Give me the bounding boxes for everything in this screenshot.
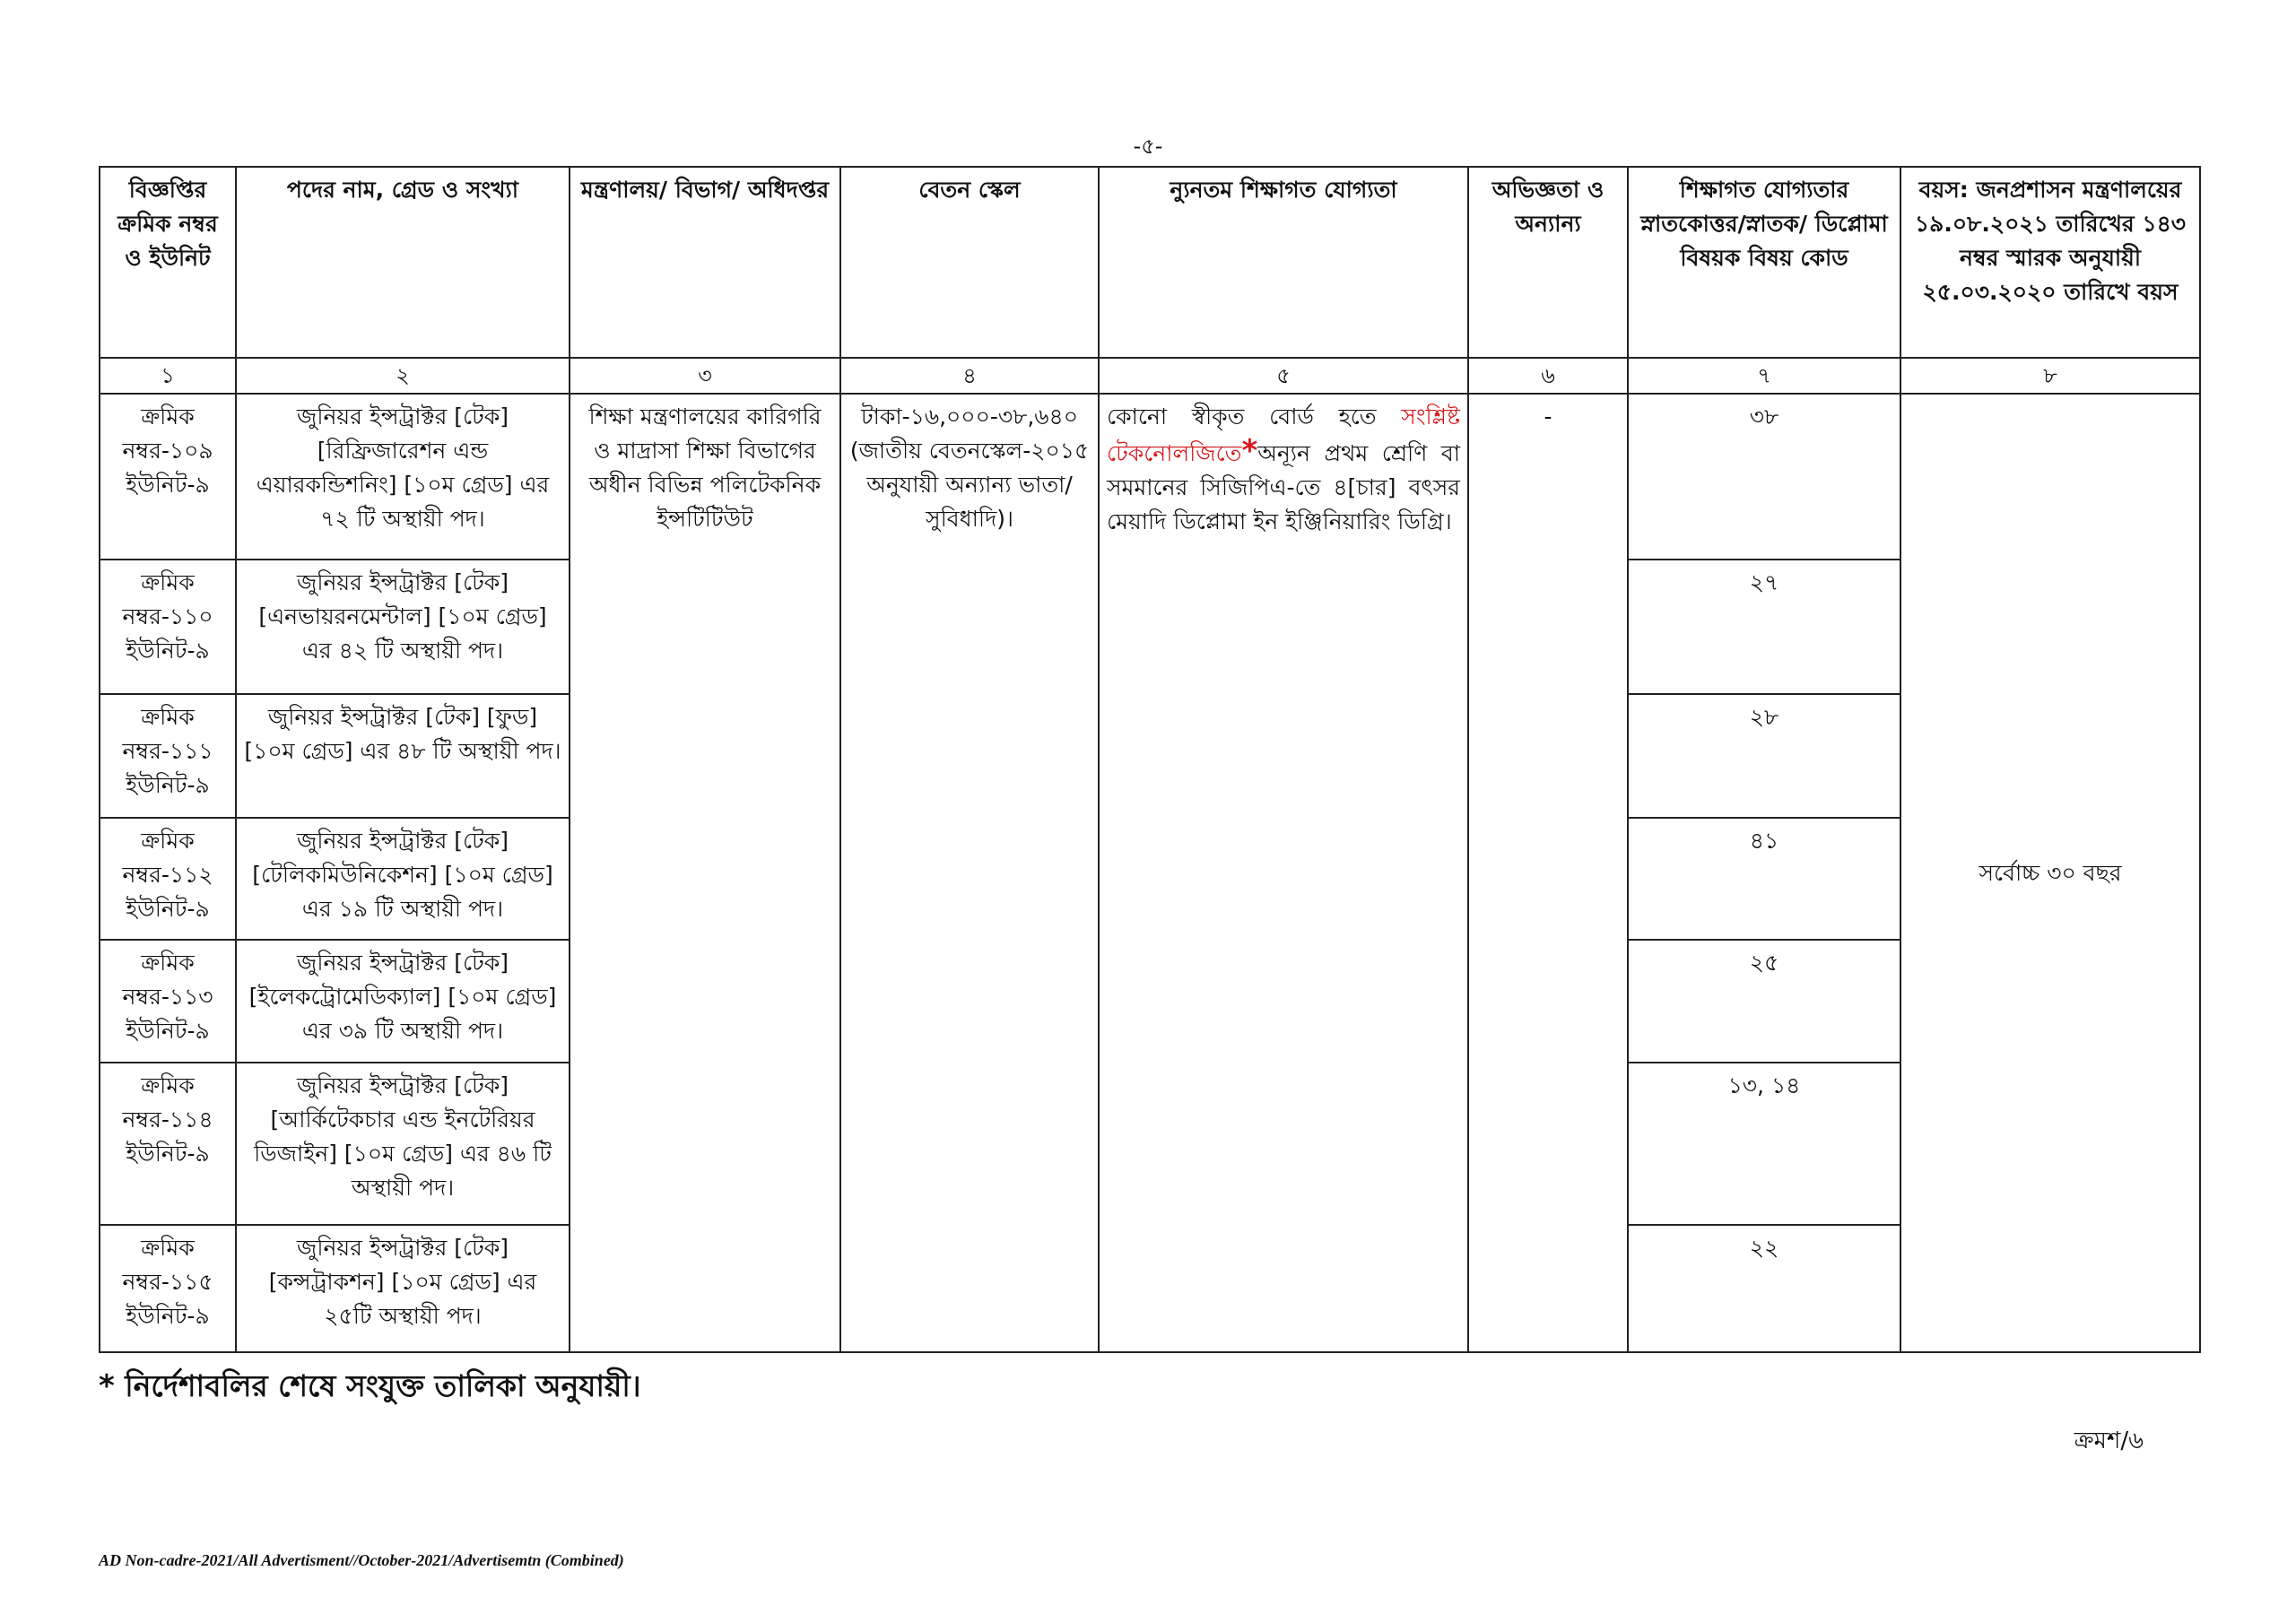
serial-cell: ক্রমিক নম্বর-১০৯ ইউনিট-৯ (100, 394, 236, 560)
qualification-text: কোনো স্বীকৃত বোর্ড হতে (1107, 404, 1402, 430)
header-age: বয়স: জনপ্রশাসন মন্ত্রণালয়ের ১৯.০৮.২০২১ তারিখের ১৪৩ নম্বর স্মারক অনুযায়ী ২৫.০৩.২০২০ তারিখে বয়স (1900, 167, 2200, 358)
serial-cell: ক্রমিক নম্বর-১১২ ইউনিট-৯ (100, 818, 236, 940)
subject-code-cell: ৩৮ (1628, 394, 1900, 560)
serial-cell: ক্রমিক নম্বর-১১১ ইউনিট-৯ (100, 694, 236, 818)
post-cell: জুনিয়র ইন্সট্রাক্টর [টেক] [টেলিকমিউনিকেশন] [১০ম গ্রেড] এর ১৯ টি অস্থায়ী পদ। (236, 818, 570, 940)
column-number: ১ (100, 358, 236, 394)
experience-cell: - (1468, 394, 1628, 1352)
subject-code-cell: ৪১ (1628, 818, 1900, 940)
pay-scale-cell: টাকা-১৬,০০০-৩৮,৬৪০ (জাতীয় বেতনস্কেল-২০১৫ অনুযায়ী অন্যান্য ভাতা/সুবিধাদি)। (840, 394, 1099, 1352)
asterisk-mark: * (1241, 433, 1258, 469)
post-cell: জুনিয়র ইন্সট্রাক্টর [টেক] [ইলেকট্রোমেডিক্যাল] [১০ম গ্রেড] এর ৩৯ টি অস্থায়ী পদ। (236, 940, 570, 1063)
post-cell: জুনিয়র ইন্সট্রাক্টর [টেক] [আর্কিটেকচার এন্ড ইনটেরিয়র ডিজাইন] [১০ম গ্রেড] এর ৪৬ টি অস্থায়ী পদ। (236, 1063, 570, 1225)
serial-cell: ক্রমিক নম্বর-১১০ ইউনিট-৯ (100, 560, 236, 694)
column-number-row (100, 358, 2200, 394)
header-post: পদের নাম, গ্রেড ও সংখ্যা (236, 167, 570, 358)
post-cell: জুনিয়র ইন্সট্রাক্টর [টেক] [এনভায়রনমেন্টাল] [১০ম গ্রেড] এর ৪২ টি অস্থায়ী পদ। (236, 560, 570, 694)
document-reference: AD Non-cadre-2021/All Advertisment//October-2021/Advertisemtn (Combined) (99, 1551, 624, 1569)
ministry-cell: শিক্ষা মন্ত্রণালয়ের কারিগরি ও মাদ্রাসা শিক্ষা বিভাগের অধীন বিভিন্ন পলিটেকনিক ইন্সটিটিউট (570, 394, 840, 1352)
qualification-highlight: সংশ্লিষ্ট টেকনোলজিতে (1107, 404, 1460, 466)
column-number: ৪ (840, 358, 1099, 394)
post-cell: জুনিয়র ইন্সট্রাক্টর [টেক] [ফুড] [১০ম গ্রেড] এর ৪৮ টি অস্থায়ী পদ। (236, 694, 570, 818)
serial-cell: ক্রমিক নম্বর-১১৫ ইউনিট-৯ (100, 1225, 236, 1352)
subject-code-cell: ২৭ (1628, 560, 1900, 694)
header-row (100, 167, 2200, 358)
subject-code-cell: ২৫ (1628, 940, 1900, 1063)
header-experience: অভিজ্ঞতা ও অন্যান্য (1468, 167, 1628, 358)
post-cell: জুনিয়র ইন্সট্রাক্টর [টেক] [রিফ্রিজারেশন এন্ড এয়ারকন্ডিশনিং] [১০ম গ্রেড] এর ৭২ টি অস্থায়ী পদ। (236, 394, 570, 560)
header-qualification: ন্যুনতম শিক্ষাগত যোগ্যতা (1099, 167, 1468, 358)
column-number: ৬ (1468, 358, 1628, 394)
subject-code-cell: ১৩, ১৪ (1628, 1063, 1900, 1225)
footnote-asterisk: * (99, 1368, 115, 1404)
footnote-text: নির্দেশাবলির শেষে সংযুক্ত তালিকা অনুযায়ী। (114, 1368, 641, 1403)
subject-code-cell: ২২ (1628, 1225, 1900, 1352)
table-row (100, 394, 2200, 560)
footnote (99, 1363, 641, 1413)
age-cell: সর্বোচ্চ ৩০ বছর (1900, 394, 2200, 1352)
subject-code-cell: ২৮ (1628, 694, 1900, 818)
header-pay-scale: বেতন স্কেল (840, 167, 1099, 358)
post-cell: জুনিয়র ইন্সট্রাক্টর [টেক] [কন্সট্রাকশন] [১০ম গ্রেড] এর ২৫টি অস্থায়ী পদ। (236, 1225, 570, 1352)
column-number: ৮ (1900, 358, 2200, 394)
header-serial: বিজ্ঞপ্তির ক্রমিক নম্বর ও ইউনিট (100, 167, 236, 358)
qualification-cell (1099, 394, 1468, 1352)
qualification-text: অন্যূন প্রথম শ্রেণি বা সমমানের সিজিপিএ-তে ৪[চার] বৎসর মেয়াদি ডিপ্লোমা ইন ইঞ্জিনিয়ারিং ডিগ্রি। (1107, 440, 1460, 534)
header-subject-code: শিক্ষাগত যোগ্যতার স্নাতকোত্তর/স্নাতক/ ডিপ্লোমা বিষয়ক বিষয় কোড (1628, 167, 1900, 358)
column-number: ৩ (570, 358, 840, 394)
serial-cell: ক্রমিক নম্বর-১১৩ ইউনিট-৯ (100, 940, 236, 1063)
job-notice-table (99, 166, 2201, 1353)
column-number: ৫ (1099, 358, 1468, 394)
page-number: -৫- (1133, 134, 1163, 159)
column-number: ৭ (1628, 358, 1900, 394)
continued-marker: ক্রমশ/৬ (2074, 1428, 2144, 1454)
column-number: ২ (236, 358, 570, 394)
serial-cell: ক্রমিক নম্বর-১১৪ ইউনিট-৯ (100, 1063, 236, 1225)
header-ministry: মন্ত্রণালয়/ বিভাগ/ অধিদপ্তর (570, 167, 840, 358)
